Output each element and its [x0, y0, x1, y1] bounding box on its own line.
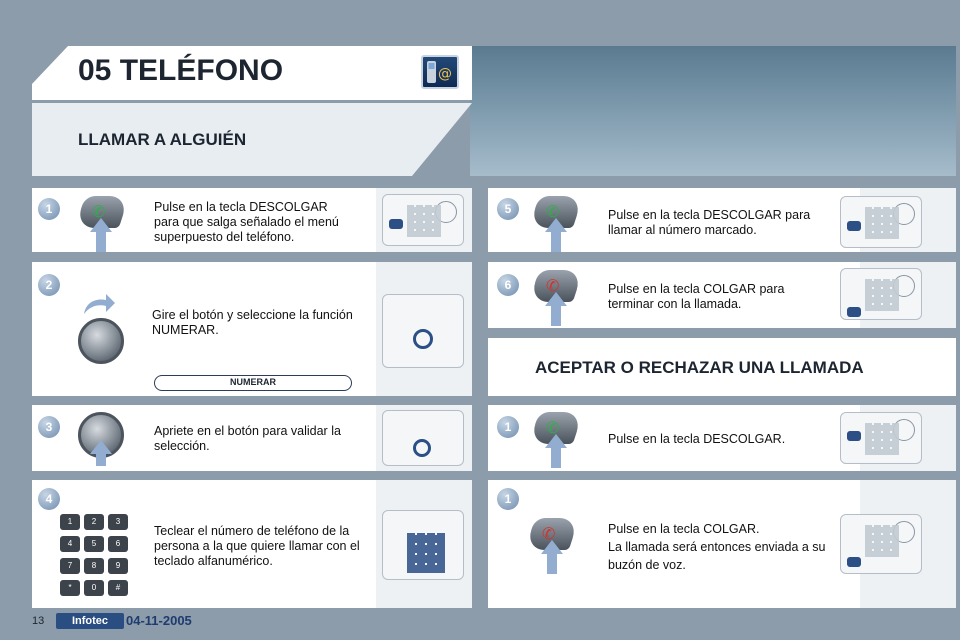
section-title-accept: ACEPTAR O RECHAZAR UNA LLAMADA — [535, 358, 864, 377]
device-illustration — [382, 510, 464, 580]
section-title-band — [488, 338, 956, 396]
up-arrow-icon — [96, 452, 106, 466]
up-arrow-icon — [551, 448, 561, 468]
svg-text:@: @ — [438, 66, 452, 82]
device-illustration — [382, 194, 464, 246]
step-badge: 2 — [38, 274, 60, 296]
section-title-call: LLAMAR A ALGUIÉN — [78, 130, 247, 149]
up-arrow-icon — [545, 292, 567, 306]
step-text: Pulse en la tecla DESCOLGAR. — [608, 432, 786, 446]
keypad-key[interactable]: 5 — [84, 536, 104, 552]
step-badge: 5 — [497, 198, 519, 220]
keypad-key[interactable]: 7 — [60, 558, 80, 574]
step-badge: 3 — [38, 416, 60, 438]
up-arrow-icon — [545, 218, 567, 232]
footer-date: 04-11-2005 — [126, 613, 192, 628]
step-badge: 1 — [497, 488, 519, 510]
device-illustration — [382, 294, 464, 368]
page-title: 05 TELÉFONO — [78, 54, 284, 87]
keypad-key[interactable]: 6 — [108, 536, 128, 552]
alphanumeric-keypad — [60, 514, 130, 596]
page-number: 13 — [32, 615, 45, 627]
step-badge: 6 — [497, 274, 519, 296]
up-arrow-icon — [551, 232, 561, 252]
infotec-logo: Infotec — [56, 613, 124, 629]
rotate-arrow-icon — [82, 292, 116, 321]
device-illustration — [840, 514, 922, 574]
step-text: Teclear el número de teléfono de la persona a la que quiere llamar con el teclado alfanumérico. — [154, 524, 360, 568]
keypad-key[interactable]: 1 — [60, 514, 80, 530]
up-arrow-icon — [541, 540, 563, 554]
step-text: Pulse en la tecla COLGAR para terminar con la llamada. — [608, 282, 785, 311]
keypad-key[interactable]: 4 — [60, 536, 80, 552]
step-text-detail: La llamada será entonces enviada a su buzón de voz. — [608, 540, 826, 572]
phone-hangup-icon: ✆ — [525, 518, 579, 550]
device-illustration — [382, 410, 464, 466]
step-text: Pulse en la tecla DESCOLGAR para llamar al número marcado. — [608, 208, 811, 237]
step-text: Pulse en la tecla COLGAR. — [608, 522, 760, 536]
device-illustration — [840, 412, 922, 464]
header-photo — [470, 46, 956, 176]
step-text: Gire el botón y seleccione la función NUMERAR. — [152, 308, 353, 337]
step-text: Apriete en el botón para validar la selección. — [154, 424, 341, 453]
phone-answer-icon: ✆ — [529, 196, 583, 228]
step-badge: 4 — [38, 488, 60, 510]
keypad-key[interactable]: 9 — [108, 558, 128, 574]
keypad-key[interactable]: 3 — [108, 514, 128, 530]
phone-hangup-icon: ✆ — [529, 270, 583, 302]
step-text: Pulse en la tecla DESCOLGAR para que salga señalado el menú superpuesto del teléfono. — [154, 200, 339, 244]
phone-at-icon — [421, 55, 459, 89]
device-illustration — [840, 196, 922, 248]
up-arrow-icon — [547, 554, 557, 574]
keypad-key[interactable]: # — [108, 580, 128, 596]
up-arrow-icon — [90, 218, 112, 232]
keypad-key[interactable]: * — [60, 580, 80, 596]
step-badge: 1 — [497, 416, 519, 438]
keypad-key[interactable]: 8 — [84, 558, 104, 574]
keypad-key[interactable]: 0 — [84, 580, 104, 596]
rotary-knob-icon — [78, 318, 124, 364]
up-arrow-icon — [96, 232, 106, 252]
up-arrow-icon — [545, 434, 567, 448]
up-arrow-icon — [551, 306, 561, 326]
phone-answer-icon: ✆ — [529, 412, 583, 444]
menu-item-numerar[interactable]: NUMERAR — [154, 375, 352, 391]
step-badge: 1 — [38, 198, 60, 220]
phone-answer-icon: ✆ — [75, 196, 129, 228]
device-illustration — [840, 268, 922, 320]
keypad-key[interactable]: 2 — [84, 514, 104, 530]
